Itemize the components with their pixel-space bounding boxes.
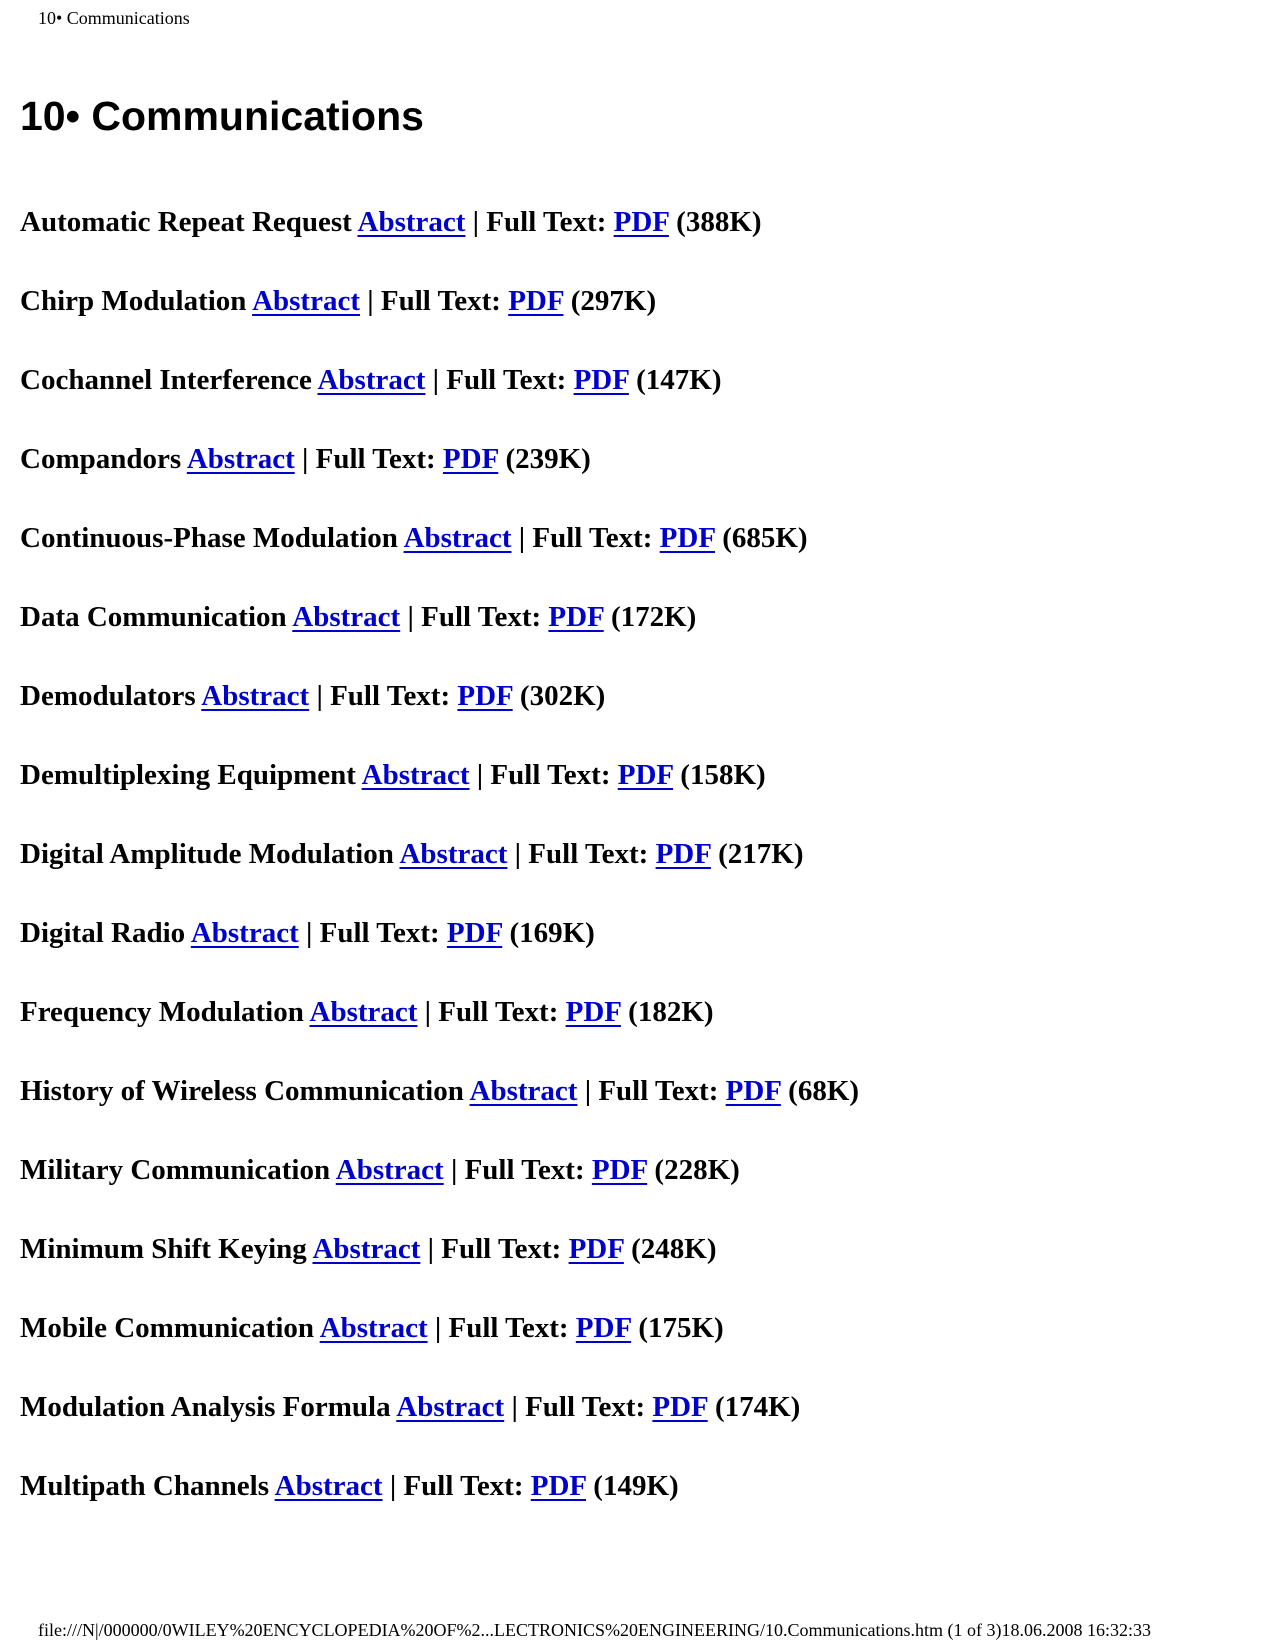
pdf-link[interactable]: PDF (591, 1154, 648, 1186)
file-size: (158K) (680, 759, 766, 791)
abstract-link[interactable]: Abstract (319, 1312, 428, 1344)
list-item (20, 678, 859, 757)
pdf-link[interactable]: PDF (548, 601, 604, 633)
abstract-link[interactable]: Abstract (190, 917, 299, 949)
article-title: Automatic Repeat Request (20, 206, 352, 238)
pdf-link[interactable]: PDF (725, 1075, 781, 1107)
article-title: Chirp Modulation (20, 285, 247, 317)
pdf-link[interactable]: PDF (652, 1391, 708, 1423)
list-item (20, 836, 859, 915)
abstract-link[interactable]: Abstract (399, 838, 508, 870)
article-title: Modulation Analysis Formula (20, 1391, 391, 1423)
list-item (20, 757, 859, 836)
abstract-link[interactable]: Abstract (335, 1154, 444, 1186)
full-text-label: | Full Text: (316, 680, 451, 712)
file-size: (297K) (570, 285, 657, 317)
list-item (20, 283, 859, 362)
abstract-link[interactable]: Abstract (292, 601, 401, 633)
file-size: (239K) (505, 443, 591, 475)
file-size: (174K) (714, 1391, 801, 1423)
list-item (20, 1468, 859, 1547)
article-title: Continuous-Phase Modulation (20, 522, 398, 554)
article-title: Minimum Shift Keying (20, 1233, 307, 1265)
abstract-link[interactable]: Abstract (403, 522, 512, 554)
file-size: (169K) (509, 917, 595, 949)
list-item (20, 1073, 859, 1152)
pdf-link[interactable]: PDF (446, 917, 503, 949)
file-size: (182K) (628, 996, 714, 1028)
abstract-link[interactable]: Abstract (252, 285, 360, 317)
list-item (20, 204, 859, 283)
pdf-link[interactable]: PDF (530, 1470, 587, 1502)
article-title: Cochannel Interference (20, 364, 312, 396)
pdf-link[interactable]: PDF (575, 1312, 632, 1344)
full-text-label: | Full Text: (389, 1470, 524, 1502)
list-item (20, 599, 859, 678)
abstract-link[interactable]: Abstract (186, 443, 295, 475)
full-text-label: | Full Text: (514, 838, 649, 870)
abstract-link[interactable]: Abstract (317, 364, 426, 396)
abstract-link[interactable]: Abstract (357, 206, 466, 238)
article-title: Compandors (20, 443, 182, 475)
list-item (20, 1389, 859, 1468)
pdf-link[interactable]: PDF (655, 838, 711, 870)
list-item (20, 362, 859, 441)
file-size: (172K) (610, 601, 697, 633)
pdf-link[interactable]: PDF (659, 522, 715, 554)
print-header: 10• Communications (38, 8, 190, 28)
full-text-label: | Full Text: (511, 1391, 646, 1423)
file-size: (175K) (638, 1312, 724, 1344)
full-text-label: | Full Text: (450, 1154, 585, 1186)
pdf-link[interactable]: PDF (573, 364, 629, 396)
full-text-label: | Full Text: (305, 917, 440, 949)
pdf-link[interactable]: PDF (565, 996, 621, 1028)
full-text-label: | Full Text: (584, 1075, 719, 1107)
pdf-link[interactable]: PDF (617, 759, 674, 791)
full-text-label: | Full Text: (476, 759, 611, 791)
article-title: History of Wireless Communication (20, 1075, 464, 1107)
abstract-link[interactable]: Abstract (396, 1391, 505, 1423)
article-title: Digital Radio (20, 917, 186, 949)
abstract-link[interactable]: Abstract (469, 1075, 578, 1107)
file-size: (248K) (631, 1233, 717, 1265)
article-title: Demultiplexing Equipment (20, 759, 356, 791)
file-size: (217K) (718, 838, 804, 870)
list-item (20, 520, 859, 599)
article-title: Demodulators (20, 680, 196, 712)
article-title: Digital Amplitude Modulation (20, 838, 394, 870)
full-text-label: | Full Text: (424, 996, 559, 1028)
pdf-link[interactable]: PDF (442, 443, 499, 475)
file-size: (685K) (722, 522, 808, 554)
full-text-label: | Full Text: (434, 1312, 569, 1344)
abstract-link[interactable]: Abstract (201, 680, 310, 712)
pdf-link[interactable]: PDF (508, 285, 564, 317)
list-item (20, 1231, 859, 1310)
abstract-link[interactable]: Abstract (312, 1233, 421, 1265)
pdf-link[interactable]: PDF (613, 206, 669, 238)
article-title: Military Communication (20, 1154, 331, 1186)
abstract-link[interactable]: Abstract (361, 759, 470, 791)
file-size: (147K) (636, 364, 722, 396)
abstract-link[interactable]: Abstract (274, 1470, 383, 1502)
file-size: (149K) (593, 1470, 679, 1502)
article-list (20, 204, 859, 1547)
print-footer: file:///N|/000000/0WILEY%20ENCYCLOPEDIA%20OF%2...LECTRONICS%20ENGINEERING/10.Communications.htm (1 of 3)18.06.2008 16:32:33 (38, 1620, 1152, 1640)
list-item (20, 441, 859, 520)
full-text-label: | Full Text: (427, 1233, 562, 1265)
article-title: Mobile Communication (20, 1312, 315, 1344)
article-title: Data Communication (20, 601, 287, 633)
full-text-label: | Full Text: (301, 443, 436, 475)
full-text-label: | Full Text: (407, 601, 542, 633)
full-text-label: | Full Text: (518, 522, 653, 554)
article-title: Frequency Modulation (20, 996, 304, 1028)
list-item (20, 1152, 859, 1231)
list-item (20, 994, 859, 1073)
file-size: (68K) (788, 1075, 860, 1107)
pdf-link[interactable]: PDF (568, 1233, 624, 1265)
list-item (20, 915, 859, 994)
full-text-label: | Full Text: (367, 285, 501, 317)
full-text-label: | Full Text: (472, 206, 607, 238)
full-text-label: | Full Text: (432, 364, 567, 396)
pdf-link[interactable]: PDF (457, 680, 513, 712)
file-size: (388K) (676, 206, 762, 238)
page-title: 10• Communications (20, 93, 424, 139)
file-size: (228K) (654, 1154, 740, 1186)
list-item (20, 1310, 859, 1389)
abstract-link[interactable]: Abstract (309, 996, 418, 1028)
article-title: Multipath Channels (20, 1470, 269, 1502)
file-size: (302K) (519, 680, 606, 712)
